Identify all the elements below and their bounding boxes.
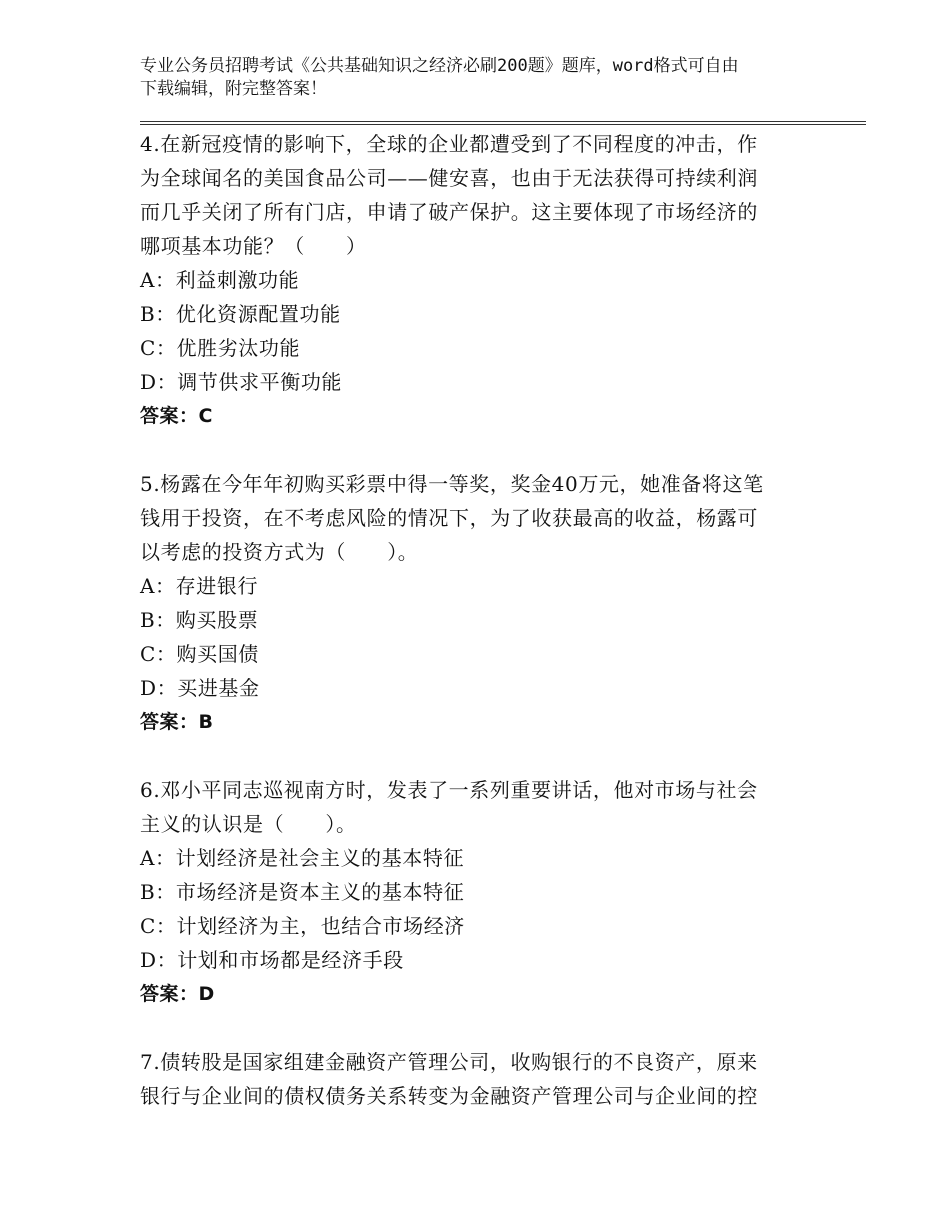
- header-line-1: 专业公务员招聘考试《公共基础知识之经济必刷200题》题库，word格式可自由: [140, 56, 739, 76]
- option-c: C：优胜劣汰功能: [140, 336, 301, 360]
- question-text-line: 5.杨露在今年年初购买彩票中得一等奖，奖金40万元，她准备将这笔: [140, 472, 764, 496]
- header-line-2: 下载编辑，附完整答案！: [140, 79, 327, 99]
- question-block: [140, 1045, 820, 1113]
- spacer: [140, 433, 820, 467]
- question-text-line: 6.邓小平同志巡视南方时，发表了一系列重要讲话，他对市场与社会: [140, 778, 758, 802]
- question-text-line: 而几乎关闭了所有门店，申请了破产保护。这主要体现了市场经济的: [140, 200, 758, 224]
- option-d: D：调节供求平衡功能: [140, 370, 343, 394]
- option-c: C：计划经济为主，也结合市场经济: [140, 914, 465, 938]
- header-divider: [140, 121, 866, 125]
- question-text-line: 主义的认识是（ ）。: [140, 812, 357, 836]
- question-text-line: 7.债转股是国家组建金融资产管理公司，收购银行的不良资产，原来: [140, 1050, 758, 1074]
- question-block: [140, 773, 820, 1011]
- option-d: D：买进基金: [140, 676, 260, 700]
- answer-label: 答案：B: [140, 711, 214, 733]
- option-c: C：购买国债: [140, 642, 259, 666]
- question-block: [140, 127, 820, 433]
- option-b: B：市场经济是资本主义的基本特征: [140, 880, 465, 904]
- option-a: A：计划经济是社会主义的基本特征: [140, 846, 465, 870]
- option-a: A：存进银行: [140, 574, 259, 598]
- spacer: [140, 739, 820, 773]
- question-text-line: 4.在新冠疫情的影响下，全球的企业都遭受到了不同程度的冲击，作: [140, 132, 758, 156]
- question-text-line: 钱用于投资，在不考虑风险的情况下，为了收获最高的收益，杨露可: [140, 506, 758, 530]
- option-b: B：优化资源配置功能: [140, 302, 341, 326]
- answer-label: 答案：C: [140, 405, 213, 427]
- question-text-line: 为全球闻名的美国食品公司——健安喜，也由于无法获得可持续利润: [140, 166, 758, 190]
- question-text-line: 银行与企业间的债权债务关系转变为金融资产管理公司与企业间的控: [140, 1084, 758, 1108]
- option-d: D：计划和市场都是经济手段: [140, 948, 404, 972]
- answer-label: 答案：D: [140, 983, 215, 1005]
- document-header: [140, 55, 820, 101]
- option-b: B：购买股票: [140, 608, 259, 632]
- question-text-line: 以考虑的投资方式为（ ）。: [140, 540, 419, 564]
- question-text-line: 哪项基本功能？（ ）: [140, 234, 367, 258]
- option-a: A：利益刺激功能: [140, 268, 300, 292]
- question-block: [140, 467, 820, 739]
- spacer: [140, 1011, 820, 1045]
- question-list: [140, 127, 820, 1113]
